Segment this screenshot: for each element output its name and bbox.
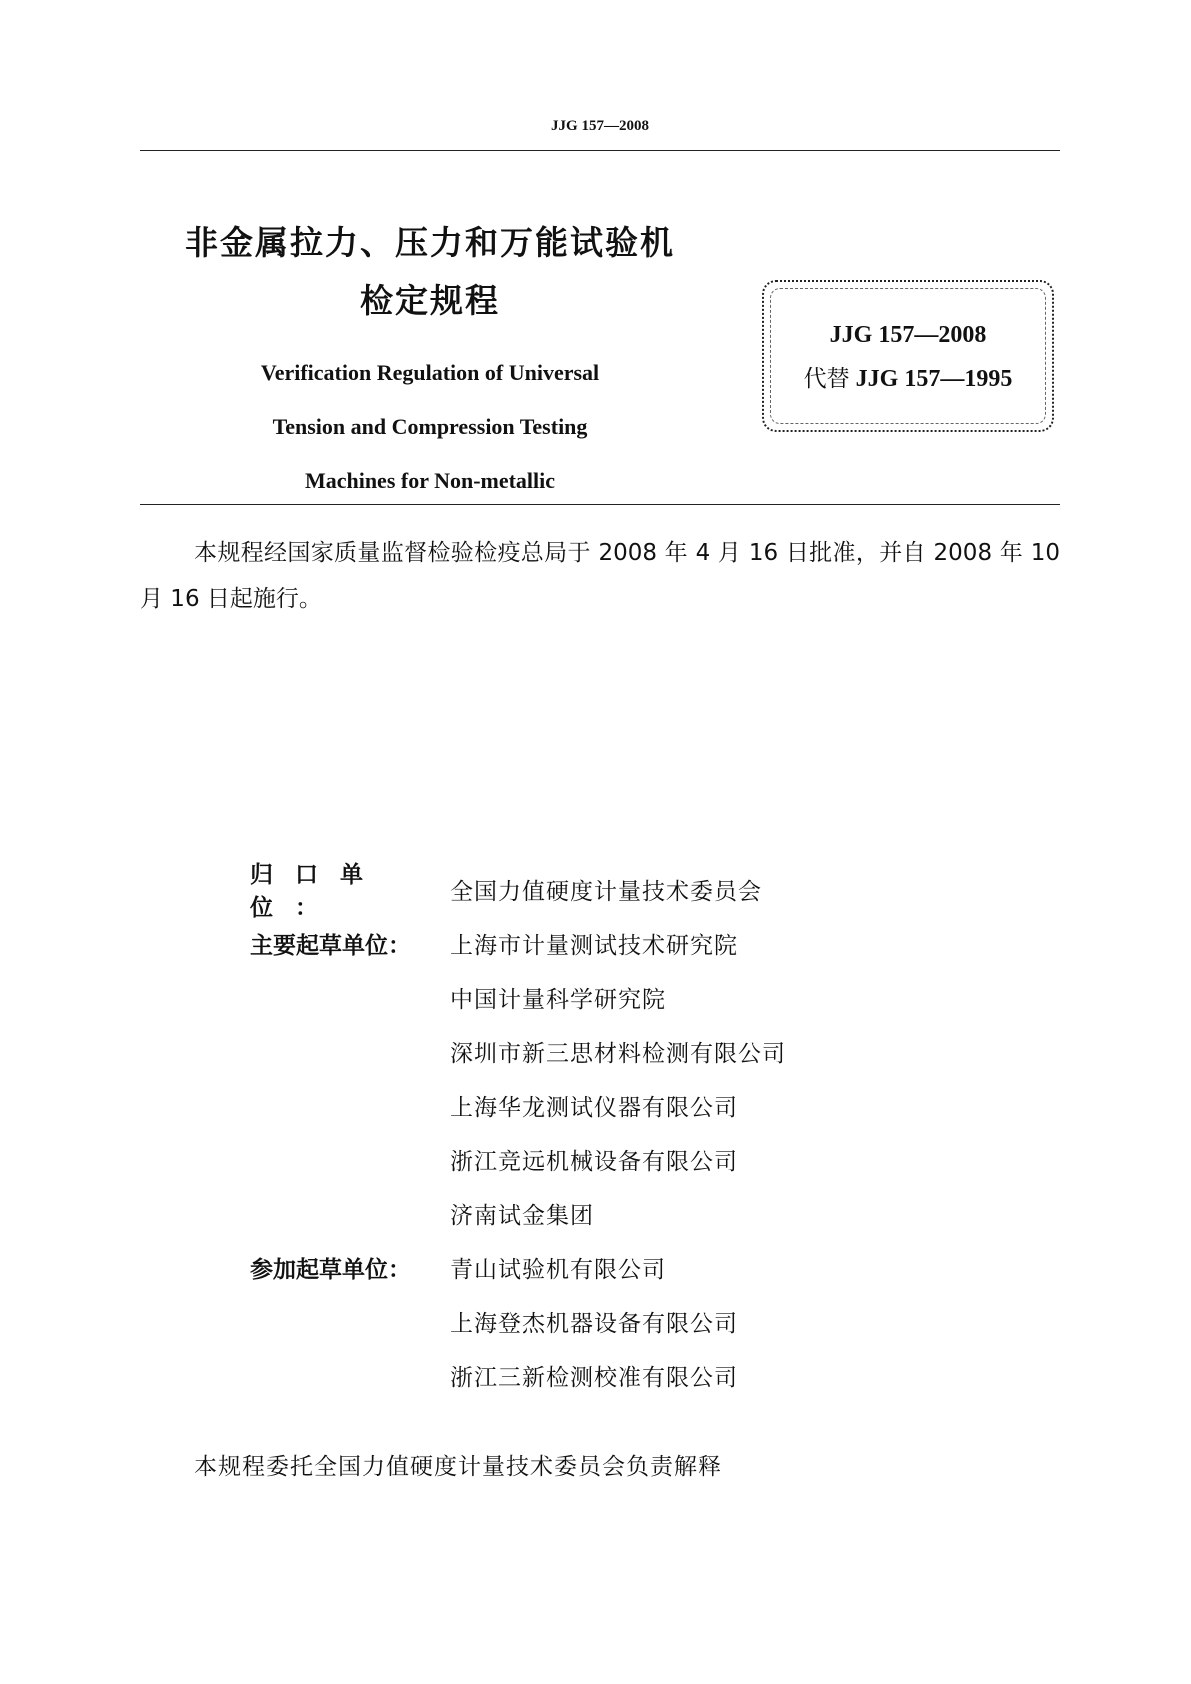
org-row-main-4 — [250, 1132, 786, 1186]
interpretation-note: 本规程委托全国力值硬度计量技术委员会负责解释 — [194, 1454, 722, 1480]
main-drafting-unit: 深圳市新三思材料检测有限公司 — [450, 1040, 786, 1067]
org-row-participating-2 — [250, 1348, 786, 1402]
organizations-table — [250, 862, 786, 1402]
main-drafting-label: 主要起草单位： — [250, 932, 411, 959]
title-en-line-3: Machines for Non-metallic — [304, 468, 556, 493]
org-row-main-5 — [250, 1186, 786, 1240]
title-cn-line-1: 非金属拉力、压力和万能试验机 — [185, 223, 675, 262]
org-row-responsible — [250, 862, 786, 921]
title-cn-line-2: 检定规程 — [360, 281, 500, 320]
org-row-participating-0 — [250, 1240, 786, 1294]
participating-label-text: 参加起草单位 — [250, 1256, 388, 1283]
main-drafting-unit: 浙江竞远机械设备有限公司 — [450, 1148, 738, 1175]
main-drafting-label-text: 主要起草单位 — [250, 932, 388, 959]
replaces-prefix: 代替 — [803, 366, 850, 392]
title-chinese — [140, 214, 720, 330]
code-box-inner-border — [770, 288, 1046, 424]
org-row-main-3 — [250, 1078, 786, 1132]
standard-code: JJG 157—2008 — [829, 322, 987, 348]
replaces-line — [764, 360, 1052, 393]
replaces-code: JJG 157—1995 — [855, 366, 1013, 392]
title-en-line-1: Verification Regulation of Universal — [260, 360, 600, 385]
title-en-line-2: Tension and Compression Testing — [272, 414, 588, 439]
org-row-main-2 — [250, 1024, 786, 1078]
org-row-participating-1 — [250, 1294, 786, 1348]
responsible-label-text: 归口单位 — [250, 862, 385, 921]
main-drafting-unit: 济南试金集团 — [450, 1202, 594, 1229]
participating-label: 参加起草单位： — [250, 1256, 411, 1283]
standard-code-box — [762, 280, 1054, 432]
main-drafting-unit: 上海市计量测试技术研究院 — [450, 932, 738, 959]
approval-statement: 本规程经国家质量监督检验检疫总局于 2008 年 4 月 16 日批准，并自 2008 年 10 月 16 日起施行。 — [140, 540, 1060, 612]
org-row-main-1 — [250, 970, 786, 1024]
title-rule — [140, 504, 1060, 505]
title-english — [190, 346, 670, 508]
participating-unit: 青山试验机有限公司 — [450, 1256, 666, 1283]
responsible-label: 归口单位： — [250, 862, 385, 921]
participating-unit: 上海登杰机器设备有限公司 — [450, 1310, 738, 1337]
header-rule — [140, 150, 1060, 151]
responsible-unit: 全国力值硬度计量技术委员会 — [450, 878, 762, 905]
running-header-code: JJG 157—2008 — [551, 118, 649, 134]
main-drafting-unit: 中国计量科学研究院 — [450, 986, 666, 1013]
main-drafting-unit: 上海华龙测试仪器有限公司 — [450, 1094, 738, 1121]
org-row-main-0 — [250, 916, 786, 970]
participating-unit: 浙江三新检测校准有限公司 — [450, 1364, 738, 1391]
